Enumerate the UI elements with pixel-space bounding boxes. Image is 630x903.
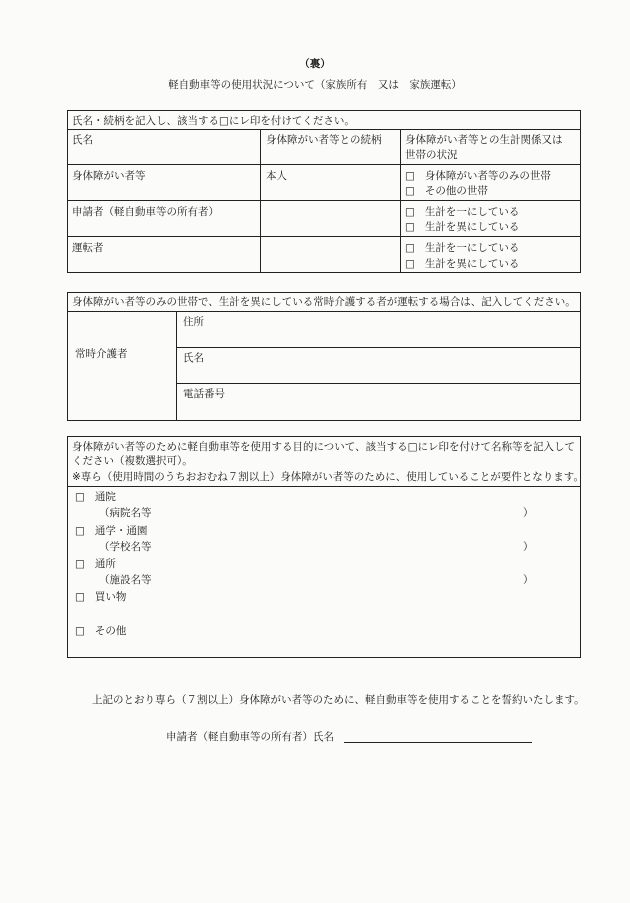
option-label: 通所: [94, 558, 116, 570]
row-relation: 本人: [266, 170, 287, 182]
purpose-name-field[interactable]: （学校名等: [99, 541, 152, 553]
page-mark: （裏）: [299, 58, 331, 70]
option-checkbox[interactable]: [405, 221, 519, 234]
purpose-option-school[interactable]: [75, 525, 147, 538]
col-header-name: 氏名: [72, 134, 93, 146]
section2-instruction: 身体障がい者等のみの世帯で、生計を異にしている常時介護する者が運転する場合は、記入してください。: [72, 296, 576, 308]
purpose-name-field[interactable]: （施設名等: [99, 574, 152, 586]
caregiver-name-field[interactable]: 氏名: [183, 352, 204, 364]
closing-paren: ）: [523, 507, 534, 519]
option-checkbox[interactable]: [405, 242, 519, 255]
checkbox-icon[interactable]: □: [75, 525, 85, 537]
section1-instruction: 氏名・続柄を記入し、該当する□にレ印を付けてください。: [72, 115, 355, 127]
section1-row-divider: [67, 200, 581, 201]
purpose-option-facility[interactable]: [75, 558, 116, 571]
section3-instruction: ください（複数選択可）。: [72, 455, 193, 467]
option-label: 生計を異にしている: [424, 221, 520, 233]
row-name: 申請者（軽自動車等の所有者）: [72, 206, 219, 218]
option-label: 生計を一にしている: [424, 206, 520, 218]
checkbox-icon[interactable]: □: [75, 491, 85, 503]
option-label: 生計を異にしている: [424, 258, 520, 270]
purpose-name-field[interactable]: （病院名等: [99, 507, 152, 519]
option-checkbox[interactable]: [405, 258, 519, 271]
section3-instruction: 身体障がい者等のために軽自動車等を使用する目的について、該当する□にレ印を付けて名称等を記入して: [72, 441, 575, 453]
option-checkbox[interactable]: [405, 170, 551, 183]
checkbox-icon[interactable]: □: [405, 221, 415, 233]
purpose-option-shopping[interactable]: [75, 591, 126, 604]
caregiver-address-field[interactable]: 住所: [183, 316, 204, 328]
signature-line[interactable]: [344, 742, 532, 743]
checkbox-icon[interactable]: □: [75, 558, 85, 570]
section2-divider: [67, 311, 581, 312]
section3-divider: [67, 486, 581, 487]
option-label: その他: [94, 625, 127, 637]
option-label: 通院: [94, 491, 116, 503]
page-title: 軽自動車等の使用状況について（家族所有 又は 家族運転）: [168, 79, 462, 91]
section2-row-divider: [176, 347, 581, 348]
option-checkbox[interactable]: [405, 206, 519, 219]
checkbox-icon[interactable]: □: [405, 170, 415, 182]
section1-col-divider-2: [400, 129, 401, 273]
col-header-household: 身体障がい者等との生計関係又は: [405, 134, 563, 146]
option-label: 生計を一にしている: [424, 242, 520, 254]
col-header-relation: 身体障がい者等との続柄: [266, 134, 382, 146]
purpose-option-hospital[interactable]: [75, 491, 116, 504]
option-label: 通学・通園: [94, 525, 148, 537]
pledge-text: 上記のとおり専ら（７割以上）身体障がい者等のために、軽自動車等を使用することを誓約いたします。: [92, 694, 585, 706]
row-name: 身体障がい者等: [72, 170, 146, 182]
signature-label: 申請者（軽自動車等の所有者）氏名: [166, 731, 334, 743]
option-label: 身体障がい者等のみの世帯: [424, 170, 551, 182]
row-name: 運転者: [72, 242, 104, 254]
checkbox-icon[interactable]: □: [405, 185, 415, 197]
option-checkbox[interactable]: [405, 185, 488, 198]
caregiver-label: 常時介護者: [75, 348, 128, 360]
checkbox-icon[interactable]: □: [75, 591, 85, 603]
checkbox-icon[interactable]: □: [75, 625, 85, 637]
checkbox-icon[interactable]: □: [405, 206, 415, 218]
section1-divider: [67, 129, 581, 130]
section2-row-divider: [176, 383, 581, 384]
checkbox-icon[interactable]: □: [405, 242, 415, 254]
closing-paren: ）: [523, 541, 534, 553]
col-header-household: 世帯の状況: [405, 149, 458, 161]
option-label: その他の世帯: [424, 185, 488, 197]
section3-note: ※専ら（使用時間のうちおおむね７割以上）身体障がい者等のために、使用していることが要件となります。: [72, 471, 584, 483]
section2-label-divider: [176, 311, 177, 421]
caregiver-phone-field[interactable]: 電話番号: [183, 388, 225, 400]
checkbox-icon[interactable]: □: [405, 258, 415, 270]
option-label: 買い物: [94, 591, 127, 603]
section1-col-divider-1: [260, 129, 261, 273]
section1-row-divider: [67, 236, 581, 237]
closing-paren: ）: [523, 574, 534, 586]
purpose-option-other[interactable]: [75, 625, 126, 638]
section1-header-divider: [67, 164, 581, 165]
